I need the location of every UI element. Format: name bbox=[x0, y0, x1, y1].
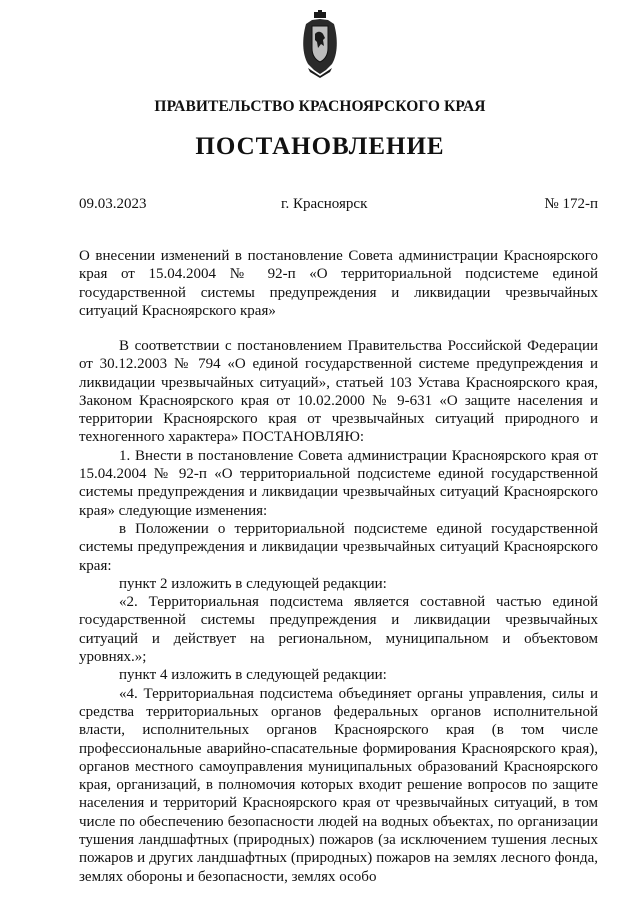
document-type-title: ПОСТАНОВЛЕНИЕ bbox=[195, 133, 445, 160]
document-number: № 172-п bbox=[544, 196, 598, 212]
paragraph-point2-text: «2. Территориальная подсистема является составной частью единой государственной системы предупреждения и ликвидации чрезвычайных ситуаций и действует на региональном, муниципальном и объектовом уровнях.»; bbox=[79, 594, 598, 666]
paragraph-preamble: В соответствии с постановлением Правительства Российской Федерации от 30.12.2003 № 794 «О единой государственной системе предупреждения и ликвидации чрезвычайных ситуаций», статьей 103 Устава Красноярского края, Законом Красноярского края от 10.02.2000 № 9-631 «О защите населения и территории Красноярского края от чрезвычайных ситуаций природного и техногенного характера» ПОСТАНОВЛЯЮ: bbox=[79, 338, 598, 446]
paragraph-point2-intro: пункт 2 изложить в следующей редакции: bbox=[119, 575, 387, 592]
coat-of-arms-icon bbox=[300, 10, 340, 78]
paragraph-regulation: в Положении о территориальной подсистеме единой государственной системы предупреждения и ликвидации чрезвычайных ситуаций Красноярского края: bbox=[79, 520, 598, 574]
paragraph-item-1: 1. Внести в постановление Совета администрации Красноярского края от 15.04.2004 № 92-п «О территориальной подсистеме единой государственной системы предупреждения и ликвидации чрезвычайных ситуаций Красноярского края» следующие изменения: bbox=[79, 447, 598, 519]
government-name: ПРАВИТЕЛЬСТВО КРАСНОЯРСКОГО КРАЯ bbox=[154, 98, 486, 115]
document-subject: О внесении изменений в постановление Совета администрации Красноярского края от 15.04.2004 № 92-п «О территориальной подсистеме единой государственной системы предупреждения и ликвидации чрезвычайных ситуаций Красноярского края» bbox=[79, 248, 598, 319]
document-city: г. Красноярск bbox=[281, 196, 368, 212]
document-body bbox=[79, 337, 598, 886]
paragraph-point4-text: «4. Территориальная подсистема объединяет органы управления, силы и средства территориальных органов федеральных органов исполнительной власти, исполнительных органов Красноярского края (в том числе профессиональные аварийно-спасательные формирования Красноярского края), органов местного самоуправления муниципальных образований Красноярского края, организаций, в полномочия которых входит решение вопросов по защите населения и территорий Красноярского края от чрезвычайных ситуаций, в том числе по обеспечению безопасности людей на водных объектах, по организации тушения ландшафтных (природных) пожаров (за исключением тушения лесных пожаров и других ландшафтных (природных) пожаров на землях лесного фонда, землях обороны и безопасности, землях особо bbox=[79, 685, 598, 885]
document-date: 09.03.2023 bbox=[79, 196, 147, 212]
paragraph-point4-intro: пункт 4 изложить в следующей редакции: bbox=[119, 667, 387, 684]
